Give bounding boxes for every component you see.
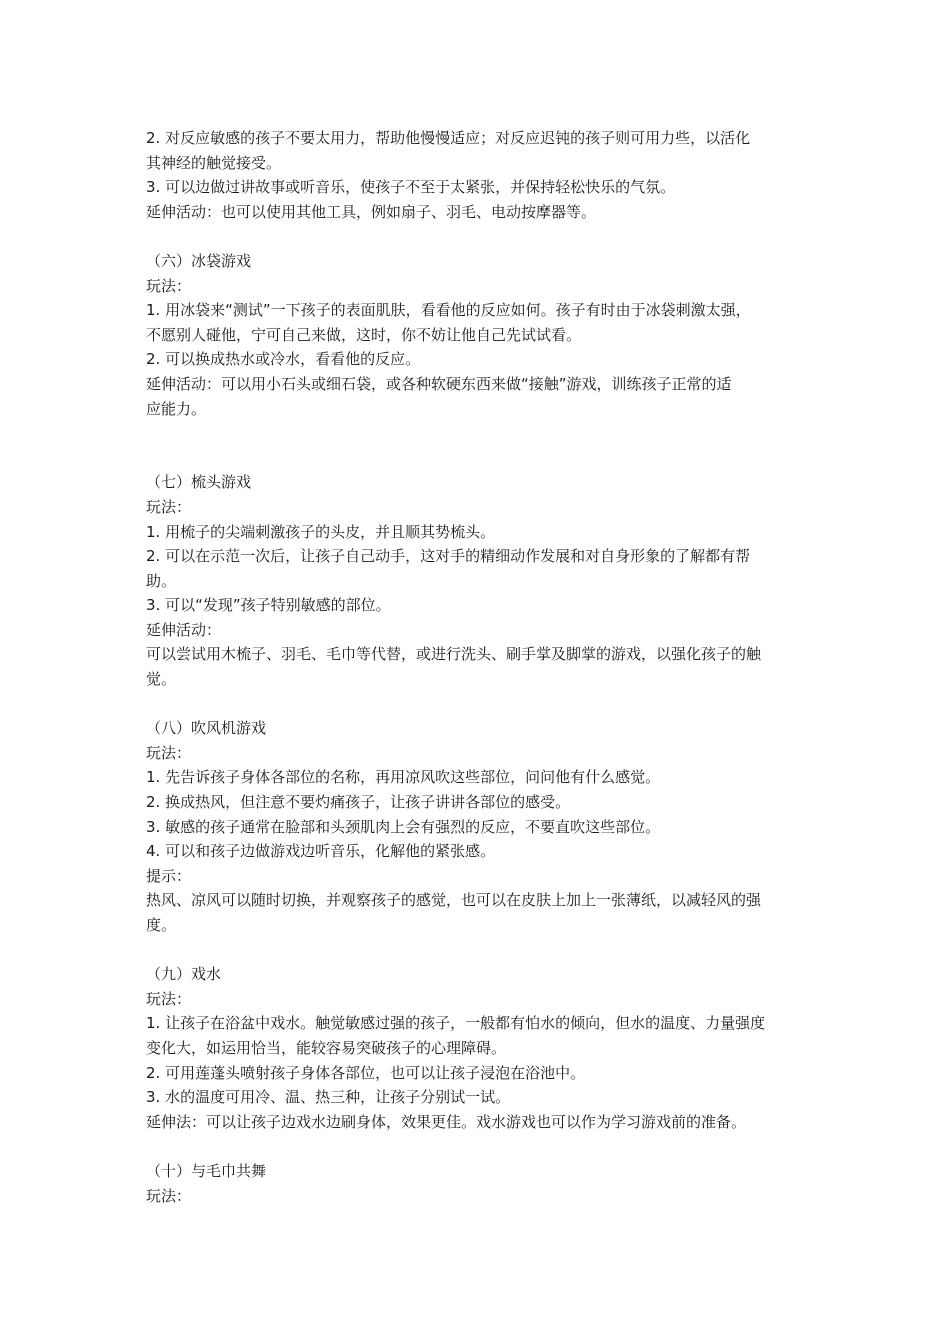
text-line: 3. 可以“发现”孩子特别敏感的部位。 xyxy=(146,596,391,615)
paragraph-gap xyxy=(146,224,818,249)
text-line: 2. 可用莲蓬头喷射孩子身体各部位，也可以让孩子浸泡在浴池中。 xyxy=(146,1063,586,1082)
section-heading: （十）与毛巾共舞 xyxy=(146,1161,267,1180)
section-6-ice-bag-game xyxy=(146,249,818,421)
text-line: 玩法： xyxy=(146,989,192,1008)
section-7-comb-game xyxy=(146,470,818,691)
paragraph-gap xyxy=(146,938,818,963)
text-line: 1. 让孩子在浴盆中戏水。触觉敏感过强的孩子，一般都有怕水的倾向，但水的温度、力量强度 xyxy=(146,1014,766,1033)
section-10-towel-dance xyxy=(146,1159,818,1208)
text-line: 应能力。 xyxy=(146,399,207,418)
text-line: 变化大，如运用恰当，能较容易突破孩子的心理障碍。 xyxy=(146,1038,507,1057)
section-heading: （九）戏水 xyxy=(146,965,222,984)
text-line: 度。 xyxy=(146,916,177,934)
document-body xyxy=(146,126,818,1208)
section-heading: （八）吹风机游戏 xyxy=(146,719,267,738)
text-line: 2. 可以换成热水或冷水，看看他的反应。 xyxy=(146,350,421,369)
text-line: 延伸活动： xyxy=(146,620,222,639)
text-line: 觉。 xyxy=(146,670,177,689)
text-line: 热风、凉风可以随时切换，并观察孩子的感觉，也可以在皮肤上加上一张薄纸，以减轻风的强 xyxy=(146,891,762,910)
text-line: 4. 可以和孩子边做游戏边听音乐，化解他的紧张感。 xyxy=(146,842,496,861)
section-9-water-play xyxy=(146,962,818,1134)
text-line: 提示： xyxy=(146,866,192,885)
text-line: 1. 用冰袋来“测试”一下孩子的表面肌肤，看看他的反应如何。孩子有时由于冰袋刺激太强， xyxy=(146,301,751,320)
text-line: 延伸活动：也可以使用其他工具，例如扇子、羽毛、电动按摩器等。 xyxy=(146,202,597,221)
section-5-continuation xyxy=(146,126,818,224)
paragraph-gap xyxy=(146,692,818,717)
text-line: 可以尝试用木梳子、羽毛、毛巾等代替，或进行洗头、刷手掌及脚掌的游戏，以强化孩子的触 xyxy=(146,645,762,664)
text-line: 3. 敏感的孩子通常在脸部和头颈肌肉上会有强烈的反应，不要直吹这些部位。 xyxy=(146,817,661,836)
text-line: 2. 换成热风，但注意不要灼痛孩子，让孩子讲讲各部位的感受。 xyxy=(146,793,571,812)
section-heading: （七）梳头游戏 xyxy=(146,473,252,492)
text-line: 玩法： xyxy=(146,1186,192,1205)
paragraph-gap xyxy=(146,1134,818,1159)
text-line: 玩法： xyxy=(146,497,192,516)
text-line: 2. 对反应敏感的孩子不要太用力，帮助他慢慢适应；对反应迟钝的孩子则可用力些，以活化 xyxy=(146,129,751,147)
text-line: 3. 水的温度可用冷、温、热三种，让孩子分别试一试。 xyxy=(146,1088,511,1107)
text-line: 1. 用梳子的尖端刺激孩子的头皮，并且顺其势梳头。 xyxy=(146,522,496,541)
text-line: 1. 先告诉孩子身体各部位的名称，再用凉风吹这些部位，问问他有什么感觉。 xyxy=(146,768,661,787)
section-heading: （六）冰袋游戏 xyxy=(146,251,252,270)
paragraph-gap xyxy=(146,421,818,470)
text-line: 延伸活动：可以用小石头或细石袋，或各种软硬东西来做“接触”游戏，训练孩子正常的适 xyxy=(146,374,732,393)
text-line: 玩法： xyxy=(146,743,192,762)
section-8-hair-dryer-game xyxy=(146,716,818,937)
text-line: 其神经的触觉接受。 xyxy=(146,153,282,172)
text-line: 玩法： xyxy=(146,276,192,295)
text-line: 助。 xyxy=(146,571,177,590)
text-line: 延伸法：可以让孩子边戏水边刷身体，效果更佳。戏水游戏也可以作为学习游戏前的准备。 xyxy=(146,1112,747,1131)
text-line: 2. 可以在示范一次后，让孩子自己动手，这对手的精细动作发展和对自身形象的了解都有帮 xyxy=(146,547,751,566)
text-line: 不愿别人碰他，宁可自己来做，这时，你不妨让他自己先试试看。 xyxy=(146,325,582,344)
text-line: 3. 可以边做过讲故事或听音乐，使孩子不至于太紧张，并保持轻松快乐的气氛。 xyxy=(146,178,676,197)
